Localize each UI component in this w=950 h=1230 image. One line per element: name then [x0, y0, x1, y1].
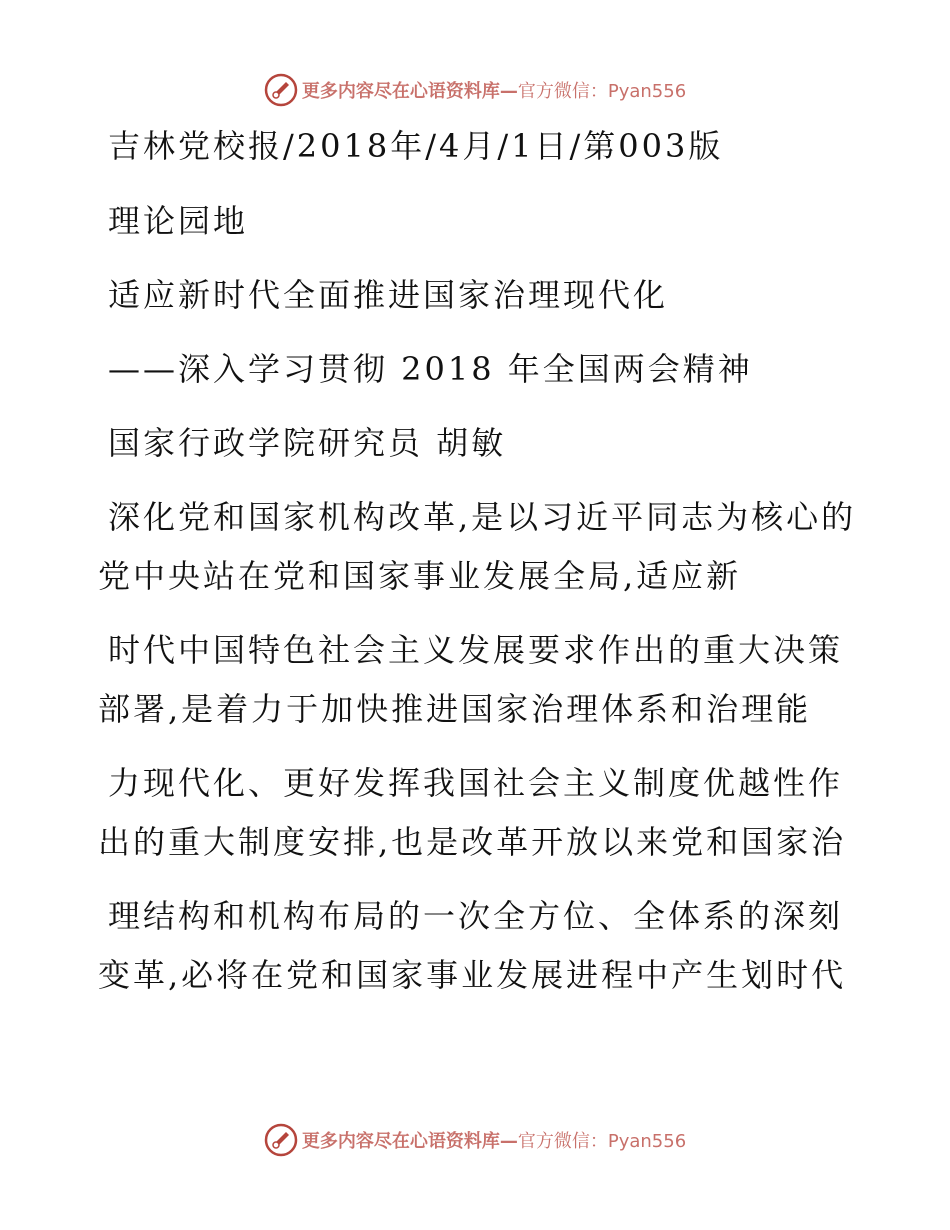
- watermark-top: [0, 70, 950, 110]
- watermark-text: 更多内容尽在心语资料库—: [301, 1131, 518, 1152]
- body-line: 理结构和机构布局的一次全方位、全体系的深刻: [108, 897, 844, 935]
- article-subtitle: ——深入学习贯彻 2018 年全国两会精神: [108, 350, 753, 388]
- section-label: 理论园地: [108, 202, 249, 240]
- source-line: 吉林党校报/2018年/4月/1日/第003版: [108, 127, 724, 165]
- watermark-text: 更多内容尽在心语资料库—: [301, 81, 518, 102]
- body-line: 时代中国特色社会主义发展要求作出的重大决策: [108, 631, 844, 669]
- body-line: 深化党和国家机构改革,是以习近平同志为核心的: [108, 498, 857, 536]
- body-line: 力现代化、更好发挥我国社会主义制度优越性作: [108, 764, 844, 802]
- watermark-wechat: 官方微信：Pyan556: [517, 1131, 687, 1152]
- body-line: 部署,是着力于加快推进国家治理体系和治理能: [98, 690, 812, 728]
- article-author: 国家行政学院研究员 胡敏: [108, 424, 507, 462]
- article-title: 适应新时代全面推进国家治理现代化: [108, 276, 669, 314]
- watermark-wechat: 官方微信：Pyan556: [517, 81, 687, 102]
- body-line: 出的重大制度安排,也是改革开放以来党和国家治: [98, 823, 847, 861]
- watermark-bottom: [0, 1120, 950, 1160]
- seal-logo-icon: [264, 1123, 298, 1157]
- body-line: 党中央站在党和国家事业发展全局,适应新: [98, 557, 742, 595]
- body-line: 变革,必将在党和国家事业发展进程中产生划时代: [98, 956, 847, 994]
- seal-logo-icon: [264, 73, 298, 107]
